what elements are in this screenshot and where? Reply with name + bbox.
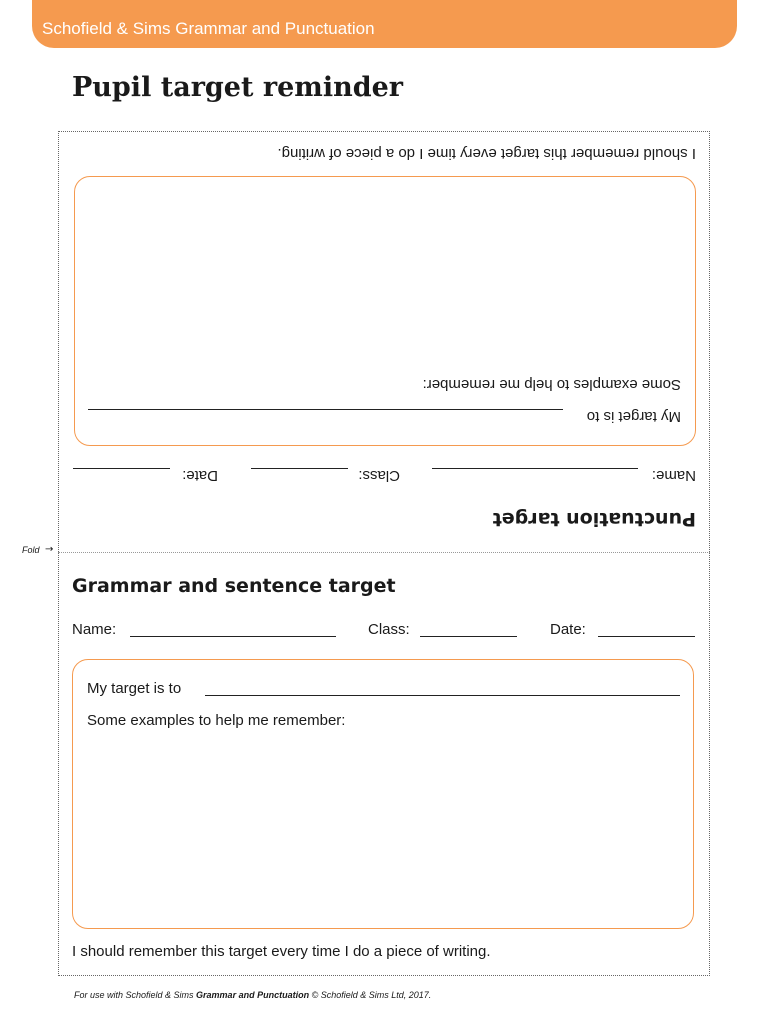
reminder-text: I should remember this target every time I do a piece of writing. bbox=[72, 943, 491, 960]
class-field[interactable] bbox=[251, 468, 348, 469]
reminder-text: I should remember this target every time I do a piece of writing. bbox=[277, 145, 696, 162]
footer-suffix: © Schofield & Sims Ltd, 2017. bbox=[309, 990, 432, 1000]
name-label: Name: bbox=[651, 467, 696, 484]
examples-label: Some examples to help me remember: bbox=[422, 376, 681, 393]
target-box bbox=[74, 176, 696, 446]
date-label: Date: bbox=[182, 467, 218, 484]
name-field[interactable] bbox=[130, 636, 336, 637]
footer-copyright bbox=[74, 990, 431, 1000]
punctuation-target-card bbox=[58, 132, 710, 552]
class-label: Class: bbox=[368, 621, 410, 638]
date-label: Date: bbox=[550, 621, 586, 638]
date-field[interactable] bbox=[598, 636, 695, 637]
target-label: My target is to bbox=[586, 408, 681, 425]
name-label: Name: bbox=[72, 621, 117, 638]
name-field[interactable] bbox=[432, 468, 638, 469]
class-field[interactable] bbox=[420, 636, 517, 637]
fold-label: Fold bbox=[22, 545, 40, 555]
examples-label: Some examples to help me remember: bbox=[87, 712, 346, 729]
arrow-right-icon: → bbox=[45, 544, 54, 555]
page-title: Pupil target reminder bbox=[72, 72, 403, 103]
target-field[interactable] bbox=[205, 695, 680, 696]
punctuation-title: Punctuation target bbox=[492, 508, 696, 530]
grammar-title: Grammar and sentence target bbox=[72, 575, 396, 597]
footer-book-title: Grammar and Punctuation bbox=[196, 990, 310, 1000]
target-box bbox=[72, 659, 694, 929]
class-label: Class: bbox=[358, 467, 400, 484]
date-field[interactable] bbox=[73, 468, 170, 469]
target-field[interactable] bbox=[88, 409, 563, 410]
target-label: My target is to bbox=[87, 680, 182, 697]
banner-text: Schofield & Sims Grammar and Punctuation bbox=[42, 19, 375, 38]
grammar-target-card bbox=[58, 553, 710, 973]
footer-prefix: For use with Schofield & Sims bbox=[74, 990, 197, 1000]
